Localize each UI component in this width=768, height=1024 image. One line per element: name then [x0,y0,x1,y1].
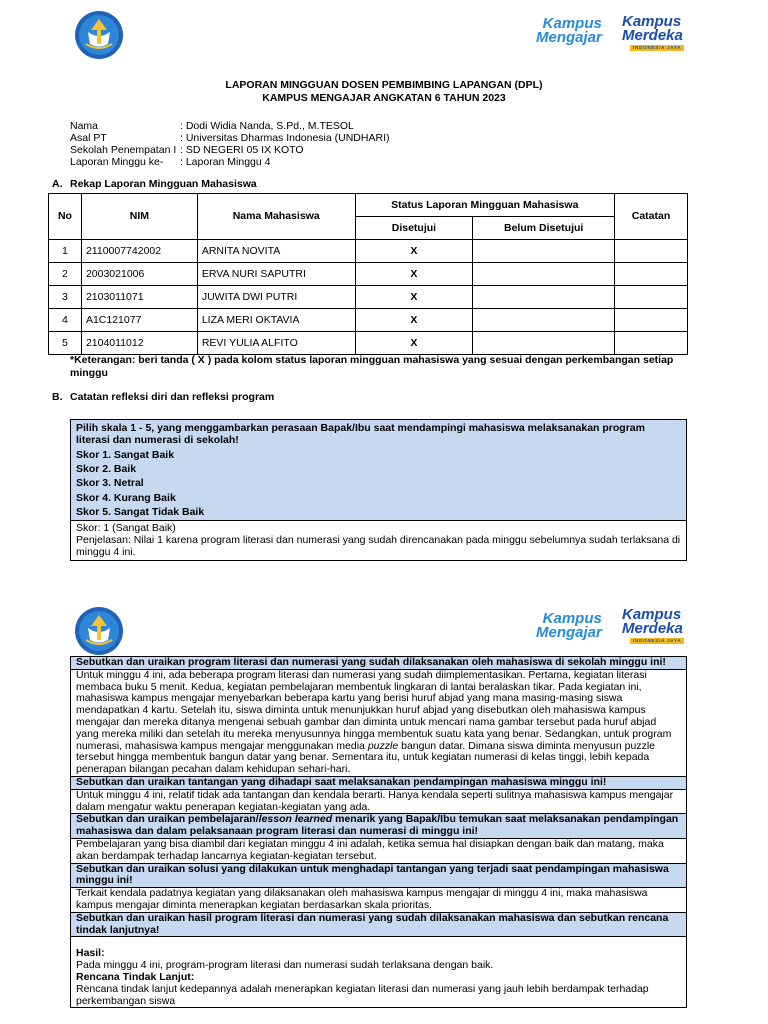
question-program: Sebutkan dan uraikan program literasi dan numerasi yang sudah dilaksanakan oleh mahasiswa di sekolah minggu ini! [71,657,686,670]
answer-tantangan: Untuk minggu 4 ini, relatif tidak ada tantangan dan kendala berarti. Hanya kendala seperti sulitnya mahasiswa kampus mengajar dalam mengatur waktu penerapan kegiatan-kegiatan yang ada. [71,790,686,815]
answer-solusi: Terkait kendala padatnya kegiatan yang dilaksanakan oleh mahasiswa kampus mengajar di minggu 4 ini, maka mahasiswa kampus mengajar diminta menerapkan kegiatan berdasarkan skala prioritas. [71,888,686,913]
table-row: 5 2104011012 REVI YULIA ALFITO X [49,332,688,355]
scale-option: Skor 5. Sangat Tidak Baik [76,505,205,518]
scale-question: Pilih skala 1 - 5, yang menggambarkan perasaan Bapak/Ibu saat mendampingi mahasiswa melaksanakan program literasi dan numerasi di sekolah! Skor 1. Sangat Baik Skor 2. Baik Skor 3. Netral Skor 4. Kurang Baik Skor 5. Sangat Tidak Baik [71,420,686,520]
scale-option: Skor 3. Netral [76,477,144,490]
question-hasil: Sebutkan dan uraikan hasil program literasi dan numerasi yang sudah dilaksanakan mahasiswa dan sebutkan rencana tindak lanjutnya! [71,913,686,938]
kampus-merdeka-logo: Kampus Merdeka [622,606,683,638]
info-row-minggu: Laporan Minggu ke- : Laporan Minggu 4 [70,156,271,168]
answer-hasil: Hasil: Pada minggu 4 ini, program-program literasi dan numerasi sudah terlaksana dengan baik. Rencana Tindak Lanjut: Rencana tindak lanjut kedepannya adalah menerapkan kegiatan literasi dan numerasi yang jauh lebih berdampak terhadap perkembangan siswa [76,947,649,1007]
question-tantangan: Sebutkan dan uraikan tantangan yang dihadapi saat melaksanakan pendampingan mahasiswa minggu ini! [71,777,686,790]
table-note: *Keterangan: beri tanda ( X ) pada kolom status laporan mingguan mahasiswa yang sesuai dengan perkembangan setiap minggu [70,354,674,379]
answer-program: Untuk minggu 4 ini, ada beberapa program literasi dan numerasi yang sudah diimplementasikan. Pertama, kegiatan literasi membaca buku 5 menit. Kedua, kegiatan pembelajaran membentuk lingkaran di lantai beralaskan tikar. Pada kegiatan ini, mahasiswa kampus mengajar menyebarkan beberapa kartu yang berisi huruf abjad yang mana masing-masing siswa mendapatkan 4 kartu. Setelah itu, siswa diminta untuk menunjukkan huruf abjad yang disebutkan oleh mahasiswa kampus mengajar dan mereka ditanya mengenai sebuah gambar dan diminta untuk mencari nama gambar tersebut pada huruf abjad yang mereka miliki dan setelah itu mereka menyusunnya hingga membentuk suatu kata yang benar. Sedangkan, untuk program numerasi, mahasiswa kampus mengajar menggunakan media puzzle bangun datar. Dimana siswa diminta menyusun puzzle tersebut hingga membentuk bangun datar yang benar. Sementara itu, untuk kegiatan numerasi di kelas tinggi, lebih kepada penerapan bilangan pecahan dalam kehidupan sehari-hari. [71,670,686,777]
info-row-asal-pt: Asal PT : Universitas Dharmas Indonesia (UNDHARI) [70,132,390,144]
scale-question-box [70,419,687,561]
report-subtitle: KAMPUS MENGAJAR ANGKATAN 6 TAHUN 2023 [262,92,506,104]
header-nama: Nama Mahasiswa [197,194,355,240]
indonesia-jaya-ribbon: INDONESIA JAYA [630,45,684,51]
section-b-heading: B. Catatan refleksi diri dan refleksi program [52,391,275,403]
question-lesson-learned: Sebutkan dan uraikan pembelajaran/lesson learned menarik yang Bapak/Ibu temukan saat melaksanakan pendampingan mahasiswa dan dalam pelaksanaan program literasi dan numerasi di minggu ini! [71,814,686,839]
kampus-mengajar-logo: Kampus Mengajar [536,15,602,47]
table-row: 1 2110007742002 ARNITA NOVITA X [49,240,688,263]
tut-wuri-handayani-emblem-icon [74,606,124,656]
scale-option: Skor 2. Baik [76,463,137,476]
answer-lesson-learned: Pembelajaran yang bisa diambil dari kegiatan minggu 4 ini adalah, ketika semua hal disiapkan dengan baik dan matang, maka akan berdampak terhadap lancarnya kegiatan-kegiatan tersebut. [71,839,686,864]
kampus-merdeka-logo: Kampus Merdeka [622,13,683,45]
scale-answer [71,520,686,560]
header-nim: NIM [81,194,197,240]
header-belum: Belum Disetujui [473,217,615,240]
table-row: 3 2103011071 JUWITA DWI PUTRI X [49,286,688,309]
header-status: Status Laporan Mingguan Mahasiswa [355,194,614,217]
indonesia-jaya-ribbon: INDONESIA JAYA [630,638,684,644]
info-row-nama: Nama : Dodi Widia Nanda, S.Pd., M.TESOL [70,120,354,132]
question-solusi: Sebutkan dan uraikan solusi yang dilakukan untuk menghadapi tantangan yang terjadi saat pendampingan mahasiswa minggu ini! [71,864,686,889]
header-catatan: Catatan [615,194,688,240]
header-disetujui: Disetujui [355,217,473,240]
answer-skor: Skor: 1 (Sangat Baik) [76,522,176,535]
identity-block [70,120,389,168]
info-row-sekolah: Sekolah Penempatan I : SD NEGERI 05 IX KOTO [70,144,304,156]
header-no: No [49,194,82,240]
report-title: LAPORAN MINGGUAN DOSEN PEMBIMBING LAPANGAN (DPL) [225,79,543,91]
section-a-heading: A. Rekap Laporan Mingguan Mahasiswa [52,178,257,190]
answer-penjelasan: Penjelasan: Nilai 1 karena program literasi dan numerasi yang sudah direncanakan pada minggu sebelumnya sudah terlaksana di minggu 4 ini. [76,534,681,559]
table-row: 2 2003021006 ERVA NURI SAPUTRI X [49,263,688,286]
reflection-table [70,656,687,1008]
tut-wuri-handayani-emblem-icon [74,10,124,60]
table-row: 4 A1C121077 LIZA MERI OKTAVIA X [49,309,688,332]
scale-option: Skor 4. Kurang Baik [76,491,176,504]
scale-option: Skor 1. Sangat Baik [76,449,175,461]
rekap-table [48,193,688,355]
kampus-mengajar-logo: Kampus Mengajar [536,610,602,642]
